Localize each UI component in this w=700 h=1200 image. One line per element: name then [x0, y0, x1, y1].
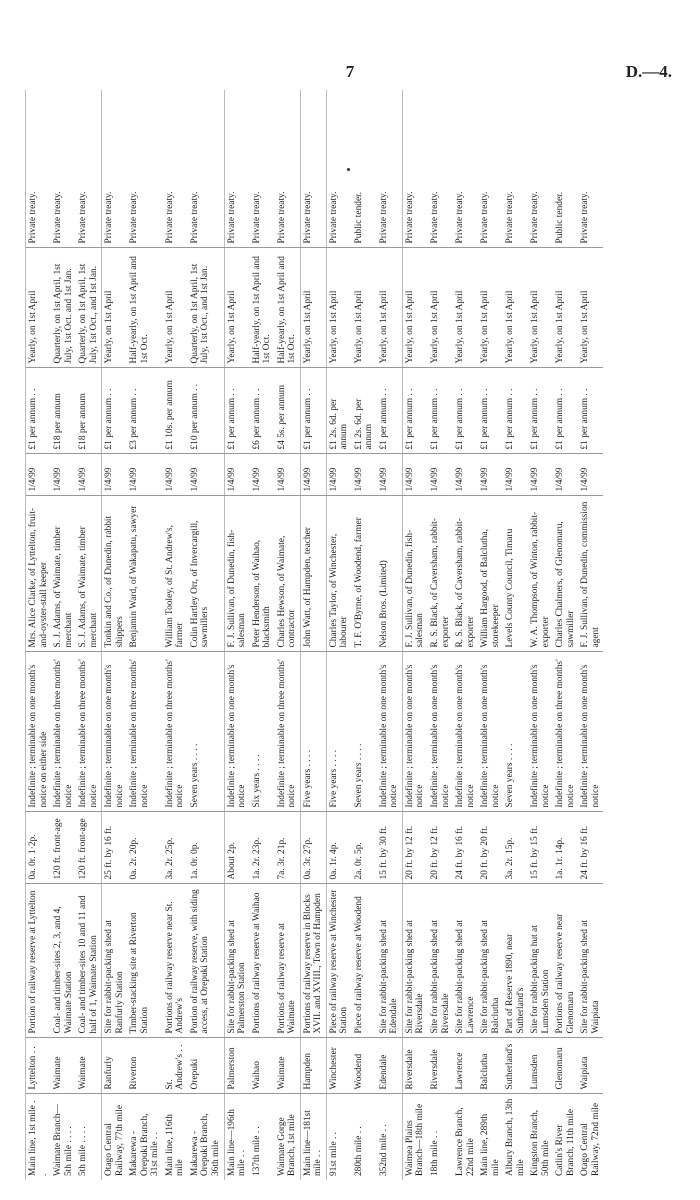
cell-payment: Yearly, on 1st April — [428, 248, 453, 368]
cell-area: 2a. 0r. 5p. — [352, 812, 377, 884]
cell-date: 1/4/99 — [503, 454, 528, 496]
cell-rent: £1 per annum . . — [528, 368, 553, 454]
table-row — [300, 90, 326, 1180]
cell-lessee: Colin Hartley Orr, of Invercargill, sawmillers — [188, 496, 224, 652]
cell-description: Site for rabbit-packing shed at Ranfurly Station — [102, 884, 128, 1038]
cell-area: 3a. 2r. 15p. — [503, 812, 528, 884]
cell-lessee: Charles Hewson, of Waimate, contractor — [275, 496, 301, 652]
cell-area: 0a. 3r. 27p. — [300, 812, 326, 884]
cell-tenure: Seven years . . . . — [352, 652, 377, 812]
cell-payment: Yearly, on 1st April — [578, 248, 603, 368]
cell-lessee: R. S. Black, of Caversham, rabbit-exporter — [428, 496, 453, 652]
cell-station: Orepuki — [188, 1038, 224, 1094]
cell-payment: Yearly, on 1st April — [224, 248, 250, 368]
cell-date: 1/4/99 — [326, 454, 352, 496]
cell-line: Albury Branch, 13th mile — [505, 1098, 526, 1176]
cell-lessee: W. A. Thompson, of Winton, rabbit-exporter — [528, 496, 553, 652]
cell-rent: £3 per annum . . — [127, 368, 163, 454]
table-row — [188, 90, 224, 1180]
cell-station: Lumsden — [528, 1038, 553, 1094]
cell-tenure: Indefinite ; terminable on one month's notice — [578, 652, 603, 812]
cell-date: 1/4/99 — [76, 454, 102, 496]
cell-line: Otago Central Railway, 72nd mile — [580, 1102, 601, 1176]
cell-payment: Yearly, on 1st April — [163, 248, 188, 368]
cell-rent: £1 per annum . . — [300, 368, 326, 454]
cell-how-let: Private treaty. — [76, 90, 102, 248]
cell-how-let: Private treaty. — [478, 90, 503, 248]
cell-rent: £18 per annum — [51, 368, 76, 454]
cell-how-let: Public tender. — [553, 90, 578, 248]
cell-station: Lyttelton . . — [26, 1038, 52, 1094]
cell-station: Glenomaru — [553, 1038, 578, 1094]
cell-how-let: Private treaty. — [428, 90, 453, 248]
table-row — [102, 90, 128, 1180]
table-row — [503, 90, 528, 1180]
cell-payment: Half-yearly, on 1st April and 1st Oct. — [127, 248, 163, 368]
cell-payment: Quarterly, on 1st April, 1st July, 1st Oct., and 1st Jan. — [188, 248, 224, 368]
cell-date: 1/4/99 — [528, 454, 553, 496]
cell-tenure: Indefinite ; terminable on three months' notice — [51, 652, 76, 812]
cell-how-let: Private treaty. — [326, 90, 352, 248]
cell-date: 1/4/99 — [163, 454, 188, 496]
cell-lessee: S. J. Adams, of Waimate, timber merchant — [76, 496, 102, 652]
cell-station: Riverton — [127, 1038, 163, 1094]
cell-description: Site for rabbit-packing shed at Riversdale — [402, 884, 428, 1038]
cell-area: 3a. 2r. 25p. — [163, 812, 188, 884]
cell-description: Site for rabbit-packing shed at Edendale — [377, 884, 403, 1038]
cell-station: Waihao — [250, 1038, 275, 1094]
cell-area: 7a. 3r. 21p. — [275, 812, 301, 884]
cell-date: 1/4/99 — [224, 454, 250, 496]
table-row — [377, 90, 403, 1180]
cell-payment: Half-yearly, on 1st April and 1st Oct. — [250, 248, 275, 368]
cell-payment: Yearly, on 1st April — [300, 248, 326, 368]
cell-area: 20 ft. by 20 ft. — [478, 812, 503, 884]
cell-how-let: Private treaty. — [300, 90, 326, 248]
cell-lessee: Tonkin and Co., of Dunedin, rabbit shippers — [102, 496, 128, 652]
cell-tenure: Indefinite ; terminable on one month's notice — [377, 652, 403, 812]
cell-tenure: Indefinite ; terminable on one month's notice — [102, 652, 128, 812]
cell-lessee: Mrs. Alice Clarke, of Lyttelton, fruit-and-oyster-stall keeper — [26, 496, 52, 652]
cell-payment: Yearly, on 1st April — [102, 248, 128, 368]
table-row — [428, 90, 453, 1180]
cell-lessee: Charles Taylor, of Winchester, labourer — [326, 496, 352, 652]
cell-date: 1/4/99 — [188, 454, 224, 496]
cell-line: 352nd mile . . — [378, 1124, 389, 1176]
cell-description: Site for rabbit-packing shed at Balclutha — [478, 884, 503, 1038]
cell-tenure: Seven years . . . . — [188, 652, 224, 812]
cell-rent: £10 per annum . . — [188, 368, 224, 454]
cell-line: Main line, 1st mile . . — [26, 1094, 52, 1180]
cell-how-let: Private treaty. — [377, 90, 403, 248]
cell-station: Woodend — [352, 1038, 377, 1094]
cell-tenure: Seven years . . . . — [503, 652, 528, 812]
cell-tenure: Indefinite ; terminable on one month's notice — [528, 652, 553, 812]
cell-rent: £1 2s. 6d. per annum — [352, 368, 377, 454]
cell-tenure: Indefinite ; terminable on one month's notice — [224, 652, 250, 812]
cell-station: Sutherland's — [503, 1038, 528, 1094]
cell-line: 91st mile . . — [326, 1094, 352, 1180]
cell-description: Portions of railway reserve near St. Andrew's — [163, 884, 188, 1038]
cell-payment: Yearly, on 1st April — [402, 248, 428, 368]
cell-how-let: Public tender. — [352, 90, 377, 248]
cell-lessee: F. J. Sullivan, of Dunedin, commission agent — [578, 496, 603, 652]
cell-date: 1/4/99 — [553, 454, 578, 496]
cell-area: 1a. 2r. 23p. — [250, 812, 275, 884]
cell-area: 25 ft. by 16 ft. — [102, 812, 128, 884]
cell-lessee: Charles Chalmers, of Glenomaru, sawmiller — [553, 496, 578, 652]
cell-description: Portions of railway reserve at Waimate — [275, 884, 301, 1038]
cell-lessee: F. J. Sullivan, of Dunedin, fish-salesman — [402, 496, 428, 652]
cell-how-let: Private treaty. — [503, 90, 528, 248]
cell-lessee: John Watt, of Hampden, teacher — [300, 496, 326, 652]
table-row — [553, 90, 578, 1180]
cell-area: 120 ft. front-age — [51, 812, 76, 884]
table-row — [578, 90, 603, 1180]
cell-line: Main line, 116th mile — [164, 1114, 186, 1176]
cell-lessee: T. F. O'Byrne, of Woodend, farmer — [352, 496, 377, 652]
cell-line: Main line—196th mile . . — [224, 1094, 250, 1180]
page-number: 7 — [345, 62, 355, 81]
cell-area: 0a. 0r. 1·2p. — [26, 812, 52, 884]
cell-line: Waimate Branch—5th mile . . . . — [53, 1104, 74, 1176]
cell-description: Timber-stacking site at Riverton Station — [127, 884, 163, 1038]
cell-tenure: Indefinite ; terminable on three months' notice — [76, 652, 102, 812]
cell-how-let: Private treaty. — [224, 90, 250, 248]
cell-date: 1/4/99 — [402, 454, 428, 496]
cell-how-let: Private treaty. — [453, 90, 478, 248]
cell-station: Waimate — [275, 1038, 301, 1094]
cell-tenure: Five years . . . . — [326, 652, 352, 812]
cell-rent: £1 per annum . . — [224, 368, 250, 454]
cell-how-let: Private treaty. — [402, 90, 428, 248]
cell-rent: £1 per annum . . — [102, 368, 128, 454]
cell-lessee: William Tooley, of St. Andrew's, farmer — [163, 496, 188, 652]
table-row — [127, 90, 163, 1180]
cell-line: Makarewa - Orepuki Branch, 36th mile — [189, 1113, 221, 1176]
cell-payment: Yearly, on 1st April — [352, 248, 377, 368]
cell-rent: £1 per annum . . — [503, 368, 528, 454]
cell-date: 1/4/99 — [300, 454, 326, 496]
cell-station: Edendale — [377, 1038, 403, 1094]
rotated-table-container — [25, 90, 603, 1180]
cell-area: 0a. 2r. 20p. — [127, 812, 163, 884]
cell-description: Part of Reserve 1890, near Sutherland's — [503, 884, 528, 1038]
cell-lessee: S. J. Adams, of Waimate, timber merchant — [51, 496, 76, 652]
cell-rent: £1 per annum . . — [377, 368, 403, 454]
table-row — [326, 90, 352, 1180]
cell-date: 1/4/99 — [352, 454, 377, 496]
cell-station: Ranfurly — [102, 1038, 128, 1094]
cell-how-let: Private treaty. — [528, 90, 553, 248]
cell-rent: £1 per annum . . — [453, 368, 478, 454]
cell-line: Makarewa - Orepuki Branch, 31st mile . . — [129, 1113, 161, 1176]
cell-date: 1/4/99 — [102, 454, 128, 496]
cell-line: 5th mile . . . . — [78, 1126, 89, 1176]
cell-tenure: Six years . . . . — [250, 652, 275, 812]
cell-description: Portions of railway reserve in Blocks XVII. and XVIII., Town of Hampden — [300, 884, 326, 1038]
cell-description: Portions of railway reserve at Waihao — [250, 884, 275, 1038]
cell-description: Site for rabbit-packing shed at Riversdale — [428, 884, 453, 1038]
cell-rent: £1 per annum . . — [402, 368, 428, 454]
cell-rent: £1 per annum . . — [478, 368, 503, 454]
cell-area: About 2p. — [224, 812, 250, 884]
cell-date: 1/4/99 — [250, 454, 275, 496]
table-row — [352, 90, 377, 1180]
cell-tenure: Indefinite ; terminable on three months' notice — [127, 652, 163, 812]
cell-area: 15 ft. by 30 ft. — [377, 812, 403, 884]
cell-description: Piece of railway reserve at Winchester Station — [326, 884, 352, 1038]
cell-description: Site for rabbit-packing shed at Palmerston Station — [224, 884, 250, 1038]
table-row — [402, 90, 428, 1180]
cell-station: Palmerston — [224, 1038, 250, 1094]
cell-station: Riversdale — [428, 1038, 453, 1094]
table-row — [224, 90, 250, 1180]
table-row — [26, 90, 52, 1180]
page-reference: D.—4. — [625, 62, 672, 81]
cell-area: 20 ft. by 12 ft. — [402, 812, 428, 884]
cell-how-let: Private treaty. — [102, 90, 128, 248]
cell-tenure: Indefinite ; terminable on one month's notice — [428, 652, 453, 812]
cell-description: Site for rabbit-packing shed at Lawrence — [453, 884, 478, 1038]
cell-lessee: R. S. Black, of Caversham, rabbit-exporter — [453, 496, 478, 652]
cell-payment: Quarterly, on 1st April, 1st July, 1st Oct. and 1st Jan. — [51, 248, 76, 368]
cell-tenure: Indefinite ; terminable on one month's notice on either side — [26, 652, 52, 812]
cell-line: Lawrence Branch, 22nd mile — [455, 1107, 476, 1176]
cell-area: 24 ft. by 16 ft. — [578, 812, 603, 884]
cell-rent: £1 10s. per annum — [163, 368, 188, 454]
cell-payment: Yearly, on 1st April — [528, 248, 553, 368]
cell-date: 1/4/99 — [275, 454, 301, 496]
cell-date: 1/4/99 — [127, 454, 163, 496]
cell-rent: £1 per annum . . — [428, 368, 453, 454]
cell-rent: £1 per annum . . — [553, 368, 578, 454]
table-row — [163, 90, 188, 1180]
cell-lessee: Nelson Bros. (Limited) — [377, 496, 403, 652]
cell-tenure: Indefinite ; terminable on three months' notice — [275, 652, 301, 812]
cell-station: Balclutha — [478, 1038, 503, 1094]
cell-line: 18th mile . . — [430, 1130, 440, 1176]
cell-area: 120 ft. front-age — [76, 812, 102, 884]
table-row — [250, 90, 275, 1180]
cell-date: 1/4/99 — [428, 454, 453, 496]
cell-rent: £1 per annum . . — [26, 368, 52, 454]
cell-lessee: F. J. Sullivan, of Dunedin, fish-salesman — [224, 496, 250, 652]
table-row — [275, 90, 301, 1180]
cell-payment: Yearly, on 1st April — [553, 248, 578, 368]
cell-description: Portion of railway reserve at Lyttelton — [26, 884, 52, 1038]
cell-how-let: Private treaty. — [275, 90, 301, 248]
cell-description: Site for rabbit-packing shed at Waipiata — [578, 884, 603, 1038]
cell-payment: Yearly, on 1st April — [453, 248, 478, 368]
cell-description: Piece of railway reserve at Woodend — [352, 884, 377, 1038]
table-row — [76, 90, 102, 1180]
cell-lessee: Levels County Council, Timaru — [503, 496, 528, 652]
cell-description: Site for rabbit-packing hut at Lumsden Station — [528, 884, 553, 1038]
cell-date: 1/4/99 — [478, 454, 503, 496]
table-row — [478, 90, 503, 1180]
cell-station: Waimate — [76, 1038, 102, 1094]
cell-description: Coal- and timber-sites 10 and 11 and half of 1, Waimate Station — [76, 884, 102, 1038]
cell-tenure: Indefinite ; terminable on three months' notice — [553, 652, 578, 812]
cell-line: Main line—181st mile . . — [300, 1094, 326, 1180]
cell-area: 15 ft. by 15 ft. — [528, 812, 553, 884]
cell-line: 280th mile . . — [353, 1126, 364, 1176]
table-row — [528, 90, 553, 1180]
cell-line: Waimate Gorge Branch, 1st mile — [276, 1114, 298, 1176]
cell-station: Waimate — [51, 1038, 76, 1094]
cell-station: Waipiata — [578, 1038, 603, 1094]
cell-tenure: Indefinite ; terminable on three months' notice — [163, 652, 188, 812]
leases-table — [25, 90, 603, 1180]
cell-area: 20 ft. by 12 ft. — [428, 812, 453, 884]
cell-rent: £1 2s. 6d. per annum — [326, 368, 352, 454]
cell-line: Waimea Plains Branch—18th mile — [402, 1094, 428, 1180]
cell-line: 137th mile . . — [251, 1126, 262, 1176]
cell-payment: Yearly, on 1st April — [377, 248, 403, 368]
table-row — [51, 90, 76, 1180]
cell-date: 1/4/99 — [51, 454, 76, 496]
cell-station: Riversdale — [402, 1038, 428, 1094]
cell-tenure: Indefinite ; terminable on one month's notice — [402, 652, 428, 812]
cell-description: Portion of railway reserve, with siding access, at Orepuki Station — [188, 884, 224, 1038]
cell-area: 1a. 1r. 14p. — [553, 812, 578, 884]
cell-tenure: Five years . . . . — [300, 652, 326, 812]
cell-date: 1/4/99 — [578, 454, 603, 496]
cell-rent: £18 per annum — [76, 368, 102, 454]
cell-payment: Half-yearly, on 1st April and 1st Oct. — [275, 248, 301, 368]
cell-lessee: Benjamin Ward, of Wakapatu, sawyer — [127, 496, 163, 652]
table-row — [453, 90, 478, 1180]
cell-payment: Yearly, on 1st April — [326, 248, 352, 368]
cell-payment: Yearly, on 1st April — [26, 248, 52, 368]
cell-payment: Quarterly, on 1st April, 1st July, 1st Oct., and 1st Jan. — [76, 248, 102, 368]
cell-rent: £6 per annum . . — [250, 368, 275, 454]
cell-line: Main line, 289th mile — [480, 1113, 501, 1176]
cell-description: Coal- and timber-sites 2, 3, and 4, Waimate Station — [51, 884, 76, 1038]
cell-station: Winchester — [326, 1038, 352, 1094]
cell-how-let: Private treaty. — [127, 90, 163, 248]
cell-area: 24 ft. by 16 ft. — [453, 812, 478, 884]
cell-payment: Yearly, on 1st April — [503, 248, 528, 368]
cell-how-let: Private treaty. — [250, 90, 275, 248]
cell-lessee: Peter Henderson, of Waihao, blacksmith — [250, 496, 275, 652]
cell-date: 1/4/99 — [453, 454, 478, 496]
cell-area: 1a. 0r. 0p. — [188, 812, 224, 884]
cell-area: 0a. 1r. 4p. — [326, 812, 352, 884]
cell-tenure: Indefinite ; terminable on one month's notice — [453, 652, 478, 812]
cell-how-let: Private treaty. — [51, 90, 76, 248]
cell-how-let: Private treaty. — [26, 90, 52, 248]
cell-rent: £4 5s. per annum — [275, 368, 301, 454]
cell-station: Lawrence — [453, 1038, 478, 1094]
cell-station: Hampden — [300, 1038, 326, 1094]
cell-line: Catlin's River Branch, 11th mile — [555, 1108, 576, 1176]
cell-rent: £1 per annum . . — [578, 368, 603, 454]
cell-line: Kingston Branch, 50th mile — [530, 1109, 551, 1176]
cell-tenure: Indefinite ; terminable on one month's notice — [478, 652, 503, 812]
cell-date: 1/4/99 — [377, 454, 403, 496]
cell-line: Otago Central Railway, 77th mile — [102, 1094, 128, 1180]
cell-station: St. Andrew's . . — [163, 1038, 188, 1094]
cell-description: Portions of railway reserve near Glenomaru — [553, 884, 578, 1038]
cell-lessee: William Hargood, of Balclutha, storekeeper — [478, 496, 503, 652]
cell-how-let: Private treaty. — [163, 90, 188, 248]
cell-payment: Yearly, on 1st April — [478, 248, 503, 368]
cell-how-let: Private treaty. — [578, 90, 603, 248]
cell-date: 1/4/99 — [26, 454, 52, 496]
cell-how-let: Private treaty. — [188, 90, 224, 248]
